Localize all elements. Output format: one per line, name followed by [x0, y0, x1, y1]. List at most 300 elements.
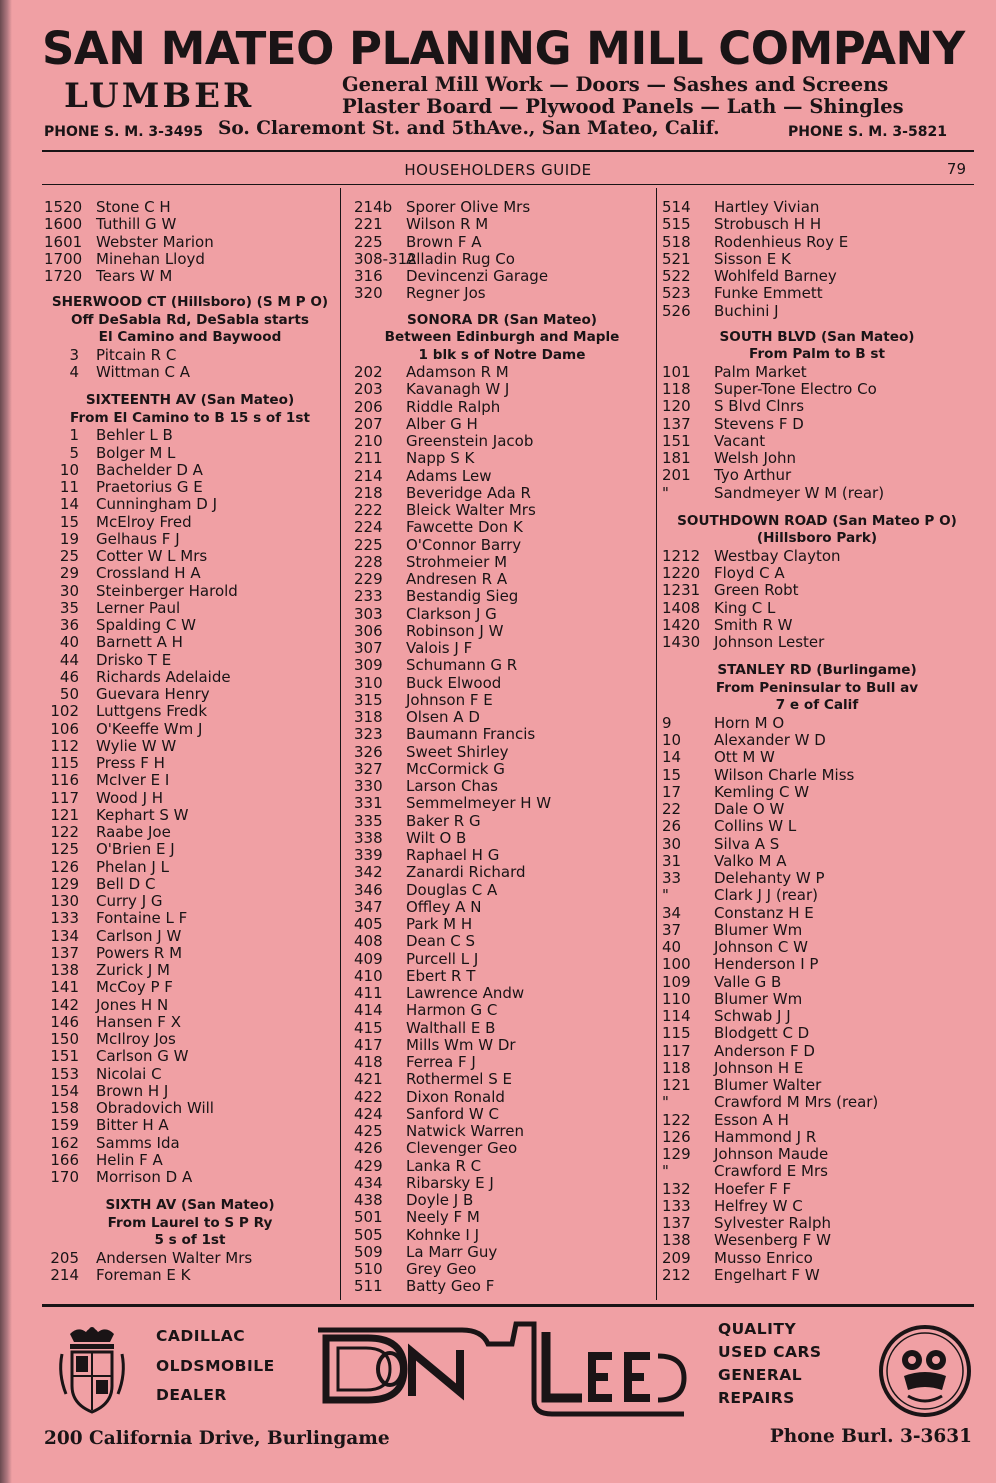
- directory-entry: [44, 790, 336, 807]
- directory-entry: [354, 468, 650, 485]
- directory-entry: [44, 1117, 336, 1134]
- directory-entry: [354, 778, 650, 795]
- directory-entry: [354, 1192, 650, 1209]
- house-number: 505: [354, 1225, 383, 1244]
- resident-name: Purcell L J: [406, 949, 479, 968]
- house-number: 1720: [44, 267, 83, 285]
- guide-title: HOUSEHOLDERS GUIDE: [404, 161, 592, 179]
- house-number: 15: [662, 765, 682, 784]
- house-number: 214: [354, 466, 383, 485]
- house-number: 26: [662, 817, 682, 836]
- house-number: 306: [354, 621, 383, 640]
- directory-entry: [44, 1169, 336, 1186]
- resident-name: Jones H N: [96, 995, 169, 1014]
- directory-entry: [354, 1175, 650, 1192]
- resident-name: Devincenzi Garage: [406, 267, 549, 285]
- house-number: 342: [354, 863, 383, 882]
- directory-entry: [354, 216, 650, 233]
- directory-entry: [662, 956, 972, 973]
- resident-name: Alladin Rug Co: [406, 249, 515, 268]
- street-section: [354, 303, 650, 1298]
- house-number: 142: [50, 995, 79, 1014]
- directory-entry: [354, 450, 650, 467]
- house-number: 116: [50, 771, 79, 790]
- house-number: 425: [354, 1122, 383, 1140]
- directory-entry: [354, 916, 650, 933]
- house-number: 114: [662, 1007, 691, 1025]
- directory-entry: [662, 732, 972, 749]
- resident-name: Crawford E Mrs: [714, 1162, 828, 1181]
- house-number: 129: [662, 1145, 691, 1163]
- house-number: 31: [662, 851, 682, 870]
- resident-name: Powers R M: [96, 943, 183, 962]
- street-description: From El Camino to B 15 s of 1st: [70, 409, 310, 426]
- house-number: 326: [354, 742, 383, 761]
- directory-entry: [662, 801, 972, 818]
- resident-name: Crossland H A: [96, 564, 201, 583]
- house-number: 405: [354, 915, 383, 933]
- house-number: 411: [354, 984, 383, 1002]
- directory-entry: [354, 251, 650, 268]
- resident-name: Collins W L: [714, 817, 797, 836]
- house-number: 424: [354, 1104, 383, 1123]
- directory-entry: [662, 922, 972, 939]
- street-section: [662, 199, 972, 320]
- resident-name: Lanka R C: [406, 1156, 482, 1175]
- house-number: 126: [50, 857, 79, 876]
- resident-name: Luttgens Fredk: [96, 702, 208, 721]
- directory-entry: [354, 1261, 650, 1278]
- directory-entry: [662, 1129, 972, 1146]
- resident-name: Clark J J (rear): [714, 886, 818, 905]
- resident-name: Spalding C W: [96, 616, 196, 634]
- resident-name: Greenstein Jacob: [406, 432, 534, 450]
- resident-name: Kohnke I J: [406, 1225, 480, 1244]
- resident-name: Bestandig Sieg: [406, 587, 519, 606]
- directory-entry: [44, 427, 336, 444]
- house-number: 10: [662, 731, 682, 749]
- directory-entry: [662, 634, 972, 651]
- directory-entry: [354, 433, 650, 450]
- house-number: 1600: [44, 215, 83, 234]
- directory-entry: [44, 1135, 336, 1152]
- directory-entry: [662, 1077, 972, 1094]
- directory-entry: [354, 1054, 650, 1071]
- directory-entry: [662, 565, 972, 582]
- resident-name: Strohmeier M: [406, 552, 508, 571]
- directory-entry: [354, 675, 650, 692]
- directory-entry: [354, 968, 650, 985]
- house-number: 15: [59, 512, 79, 531]
- resident-name: Neely F M: [406, 1208, 480, 1227]
- service-line-2: USED CARS: [718, 1343, 822, 1361]
- house-number: 211: [354, 449, 383, 468]
- directory-entry: [662, 1112, 972, 1129]
- resident-name: Palm Market: [714, 362, 807, 381]
- resident-name: Bleick Walter Mrs: [406, 501, 536, 519]
- street-description: 5 s of 1st: [154, 1232, 226, 1249]
- directory-entry: [354, 1071, 650, 1088]
- house-number: 209: [662, 1248, 691, 1267]
- resident-name: Adams Lew: [406, 466, 492, 485]
- resident-name: Alber G H: [406, 414, 478, 433]
- house-number: ": [662, 1162, 669, 1181]
- house-number: 9: [662, 713, 672, 732]
- house-number: 323: [354, 725, 383, 744]
- directory-entry: [354, 1037, 650, 1054]
- house-number: 316: [354, 267, 383, 285]
- phone-left: PHONE S. M. 3-3495: [44, 124, 203, 140]
- house-number: 511: [354, 1277, 383, 1296]
- house-number: 417: [354, 1035, 383, 1054]
- directory-entry: [354, 882, 650, 899]
- resident-name: Curry J G: [96, 892, 163, 910]
- house-number: 129: [50, 874, 79, 893]
- directory-entry: [662, 234, 972, 251]
- directory-entry: [354, 399, 650, 416]
- house-number: 125: [50, 840, 79, 859]
- resident-name: Dixon Ronald: [406, 1087, 505, 1106]
- company-address: So. Claremont St. and 5thAve., San Mateo, Calif.: [218, 118, 720, 139]
- resident-name: Sandmeyer W M (rear): [714, 483, 885, 502]
- dealer-address: 200 California Drive, Burlingame: [44, 1428, 390, 1449]
- directory-entry: [354, 726, 650, 743]
- resident-name: Gelhaus F J: [96, 529, 180, 548]
- directory-entry: [354, 899, 650, 916]
- directory-entry: [44, 841, 336, 858]
- resident-name: McIver E I: [96, 771, 170, 790]
- directory-entry: [354, 1140, 650, 1157]
- house-number: 509: [354, 1242, 383, 1261]
- directory-entry: [44, 251, 336, 268]
- resident-name: Wilson Charle Miss: [714, 765, 855, 784]
- house-number: 30: [662, 834, 682, 853]
- directory-entry: [44, 462, 336, 479]
- directory-entry: [354, 864, 650, 881]
- footer-divider: [42, 1304, 974, 1307]
- resident-name: Douglas C A: [406, 880, 498, 899]
- resident-name: Rodenhieus Roy E: [714, 232, 849, 251]
- directory-entry: [354, 847, 650, 864]
- house-number: 225: [354, 535, 383, 554]
- company-name: SAN MATEO PLANING MILL COMPANY: [42, 22, 965, 75]
- house-number: 228: [354, 552, 383, 571]
- resident-name: Crawford M Mrs (rear): [714, 1093, 879, 1112]
- resident-name: Doyle J B: [406, 1191, 474, 1209]
- directory-entry: [662, 364, 972, 381]
- directory-entry: [662, 767, 972, 784]
- don-lee-logo: [312, 1316, 692, 1420]
- directory-entry: [354, 761, 650, 778]
- house-number: 315: [354, 690, 383, 709]
- house-number: 118: [662, 380, 691, 398]
- directory-entry: [662, 548, 972, 565]
- house-number: 224: [354, 518, 383, 537]
- resident-name: Kemling C W: [714, 782, 810, 801]
- house-number: 122: [662, 1110, 691, 1129]
- directory-entry: [44, 496, 336, 513]
- resident-name: Johnson F E: [406, 690, 493, 709]
- house-number: 22: [662, 800, 682, 818]
- header-divider: [42, 150, 974, 152]
- house-number: 1212: [662, 546, 701, 565]
- directory-entry: [354, 1227, 650, 1244]
- resident-name: Batty Geo F: [406, 1277, 495, 1296]
- directory-entry: [44, 199, 336, 216]
- resident-name: Guevara Henry: [96, 685, 210, 703]
- resident-name: Phelan J L: [96, 857, 169, 876]
- service-line-4: REPAIRS: [718, 1389, 795, 1407]
- resident-name: Olsen A D: [406, 708, 480, 726]
- house-number: 162: [50, 1133, 79, 1152]
- house-number: 44: [59, 650, 79, 669]
- street-section: [44, 1188, 336, 1286]
- resident-name: Hoefer F F: [714, 1179, 792, 1198]
- directory-entry: [354, 1278, 650, 1295]
- house-number: 414: [354, 1001, 383, 1020]
- directory-entry: [662, 199, 972, 216]
- directory-column-1: [44, 199, 336, 1286]
- resident-name: Sisson E K: [714, 249, 791, 268]
- resident-name: Wylie W W: [96, 736, 177, 755]
- resident-name: Hansen F X: [96, 1012, 181, 1031]
- directory-entry: [44, 617, 336, 634]
- resident-name: Fontaine L F: [96, 909, 188, 928]
- resident-name: Sanford W C: [406, 1104, 499, 1123]
- products-list: [342, 74, 932, 118]
- directory-entry: [662, 467, 972, 484]
- resident-name: Nicolai C: [96, 1064, 162, 1083]
- resident-name: Delehanty W P: [714, 869, 825, 887]
- directory-entry: [354, 623, 650, 640]
- house-number: 1231: [662, 581, 701, 600]
- directory-entry: [354, 364, 650, 381]
- resident-name: Esson A H: [714, 1110, 789, 1129]
- directory-entry: [662, 433, 972, 450]
- house-number: 207: [354, 414, 383, 433]
- house-number: 515: [662, 215, 691, 234]
- house-number: 118: [662, 1058, 691, 1077]
- house-number: 106: [50, 719, 79, 738]
- resident-name: Stevens F D: [714, 414, 804, 433]
- house-number: 309: [354, 656, 383, 675]
- resident-name: Ribarsky E J: [406, 1173, 494, 1192]
- directory-entry: [662, 600, 972, 617]
- directory-entry: [354, 985, 650, 1002]
- directory-entry: [354, 199, 650, 216]
- house-number: 339: [354, 846, 383, 864]
- house-number: 221: [354, 215, 383, 234]
- directory-column-2: [354, 199, 650, 1298]
- directory-entry: [44, 364, 336, 381]
- resident-name: Clevenger Geo: [406, 1139, 518, 1158]
- directory-entry: [662, 887, 972, 904]
- street-heading: SOUTHDOWN ROAD (San Mateo P O): [677, 512, 957, 529]
- house-number: 33: [662, 869, 682, 887]
- house-number: 205: [50, 1248, 79, 1267]
- house-number: 308-312: [354, 249, 417, 268]
- directory-entry: [354, 1209, 650, 1226]
- directory-entry: [44, 928, 336, 945]
- street-section: [662, 504, 972, 654]
- directory-entry: [44, 1267, 336, 1284]
- street-section: [44, 383, 336, 1188]
- resident-name: Funke Emmett: [714, 284, 823, 303]
- directory-entry: [44, 234, 336, 251]
- house-number: 181: [662, 449, 691, 467]
- street-heading: SIXTH AV (San Mateo): [105, 1197, 275, 1214]
- directory-entry: [44, 634, 336, 651]
- street-section: [44, 199, 336, 285]
- house-number: 132: [662, 1179, 691, 1198]
- resident-name: Super-Tone Electro Co: [714, 380, 877, 398]
- dealer-phone: Phone Burl. 3-3631: [769, 1426, 972, 1447]
- street-description: (Hillsboro Park): [756, 530, 878, 547]
- directory-entry: [354, 268, 650, 285]
- resident-name: Helin F A: [96, 1150, 163, 1169]
- resident-name: McElroy Fred: [96, 512, 192, 531]
- directory-entry: [354, 709, 650, 726]
- guide-divider: [42, 184, 974, 185]
- street-description: From Peninsular to Bull av: [715, 679, 919, 696]
- resident-name: Strobusch H H: [714, 215, 822, 234]
- resident-name: Raphael H G: [406, 846, 500, 864]
- resident-name: Carlson G W: [96, 1047, 189, 1066]
- resident-name: Zurick J M: [96, 961, 170, 979]
- resident-name: Bitter H A: [96, 1116, 169, 1135]
- house-number: 225: [354, 232, 383, 251]
- directory-entry: [354, 1158, 650, 1175]
- directory-entry: [354, 1020, 650, 1037]
- resident-name: Webster Marion: [96, 232, 214, 251]
- house-number: 310: [354, 673, 383, 692]
- resident-name: Westbay Clayton: [714, 546, 841, 565]
- directory-entry: [662, 715, 972, 732]
- house-number: 320: [354, 284, 383, 303]
- resident-name: Sporer Olive Mrs: [406, 198, 531, 216]
- house-number: 421: [354, 1070, 383, 1089]
- resident-name: S Blvd Clnrs: [714, 397, 805, 416]
- resident-name: Anderson F D: [714, 1041, 815, 1060]
- house-number: 202: [354, 363, 383, 381]
- directory-entry: [44, 859, 336, 876]
- resident-name: Tuthill G W: [96, 215, 177, 234]
- resident-name: Adamson R M: [406, 363, 509, 381]
- resident-name: Morrison D A: [96, 1168, 193, 1186]
- resident-name: Johnson Lester: [714, 633, 825, 651]
- house-number: 170: [50, 1168, 79, 1186]
- house-number: 40: [59, 633, 79, 652]
- house-number: 214: [50, 1266, 79, 1284]
- house-number: 201: [662, 466, 691, 485]
- house-number: 19: [59, 529, 79, 548]
- resident-name: Natwick Warren: [406, 1122, 524, 1140]
- resident-name: Ott M W: [714, 748, 775, 767]
- house-number: 347: [354, 897, 383, 916]
- house-number: 501: [354, 1208, 383, 1227]
- house-number: 138: [50, 961, 79, 979]
- resident-name: Hammond J R: [714, 1127, 817, 1146]
- directory-entry: [44, 703, 336, 720]
- house-number: 522: [662, 267, 691, 285]
- directory-entry: [354, 1089, 650, 1106]
- directory-entry: [44, 669, 336, 686]
- phone-right: PHONE S. M. 3-5821: [788, 124, 947, 140]
- house-number: 434: [354, 1173, 383, 1192]
- directory-entry: [44, 1083, 336, 1100]
- resident-name: Napp S K: [406, 449, 475, 468]
- house-number: 120: [662, 397, 691, 416]
- dealer-line-1: CADILLAC: [156, 1327, 246, 1345]
- resident-name: Lerner Paul: [96, 598, 181, 617]
- house-number: 25: [59, 547, 79, 565]
- house-number: 10: [59, 460, 79, 479]
- resident-name: Blumer Wm: [714, 920, 803, 939]
- street-description: Off DeSabla Rd, DeSabla starts: [71, 311, 309, 328]
- resident-name: Walthall E B: [406, 1018, 496, 1037]
- house-number: 331: [354, 794, 383, 813]
- house-number: 151: [50, 1047, 79, 1066]
- directory-entry: [44, 600, 336, 617]
- resident-name: Johnson C W: [714, 938, 808, 956]
- house-number: 153: [50, 1064, 79, 1083]
- resident-name: Engelhart F W: [714, 1265, 820, 1284]
- resident-name: Barnett A H: [96, 633, 183, 652]
- directory-entry: [44, 583, 336, 600]
- resident-name: Clarkson J G: [406, 604, 497, 623]
- house-number: 122: [50, 823, 79, 841]
- resident-name: Sweet Shirley: [406, 742, 509, 761]
- resident-name: O'Connor Barry: [406, 535, 522, 554]
- resident-name: Zanardi Richard: [406, 863, 526, 882]
- directory-entry: [354, 571, 650, 588]
- resident-name: Steinberger Harold: [96, 581, 238, 600]
- house-number: 415: [354, 1018, 383, 1037]
- resident-name: Silva A S: [714, 834, 780, 853]
- house-number: 37: [662, 920, 682, 939]
- resident-name: Green Robt: [714, 581, 799, 600]
- resident-name: Andresen R A: [406, 570, 508, 588]
- directory-entry: [354, 537, 650, 554]
- directory-entry: [662, 216, 972, 233]
- resident-name: Dale O W: [714, 800, 785, 818]
- street-description: Between Edinburgh and Maple: [384, 329, 620, 345]
- resident-name: Buck Elwood: [406, 673, 502, 692]
- directory-entry: [44, 876, 336, 893]
- house-number: 109: [662, 972, 691, 991]
- resident-name: Robinson J W: [406, 621, 504, 640]
- resident-name: Wilson R M: [406, 215, 489, 234]
- house-number: 46: [59, 667, 79, 686]
- resident-name: Valko M A: [714, 851, 787, 870]
- house-number: 418: [354, 1053, 383, 1071]
- dealer-line-3: DEALER: [156, 1386, 227, 1404]
- directory-entry: [662, 416, 972, 433]
- directory-entry: [44, 548, 336, 565]
- directory-entry: [662, 749, 972, 766]
- house-number: 102: [50, 702, 79, 721]
- house-number: 206: [354, 397, 383, 416]
- resident-name: Regner Jos: [406, 284, 486, 303]
- directory-entry: [44, 565, 336, 582]
- house-number: 115: [50, 754, 79, 772]
- resident-name: Johnson H E: [714, 1058, 804, 1077]
- products-line-1: General Mill Work — Doors — Sashes and Screens: [342, 73, 889, 96]
- resident-name: Ferrea F J: [406, 1053, 476, 1071]
- services-block: [718, 1318, 822, 1410]
- resident-name: Blodgett C D: [714, 1024, 810, 1043]
- directory-entry: [662, 870, 972, 887]
